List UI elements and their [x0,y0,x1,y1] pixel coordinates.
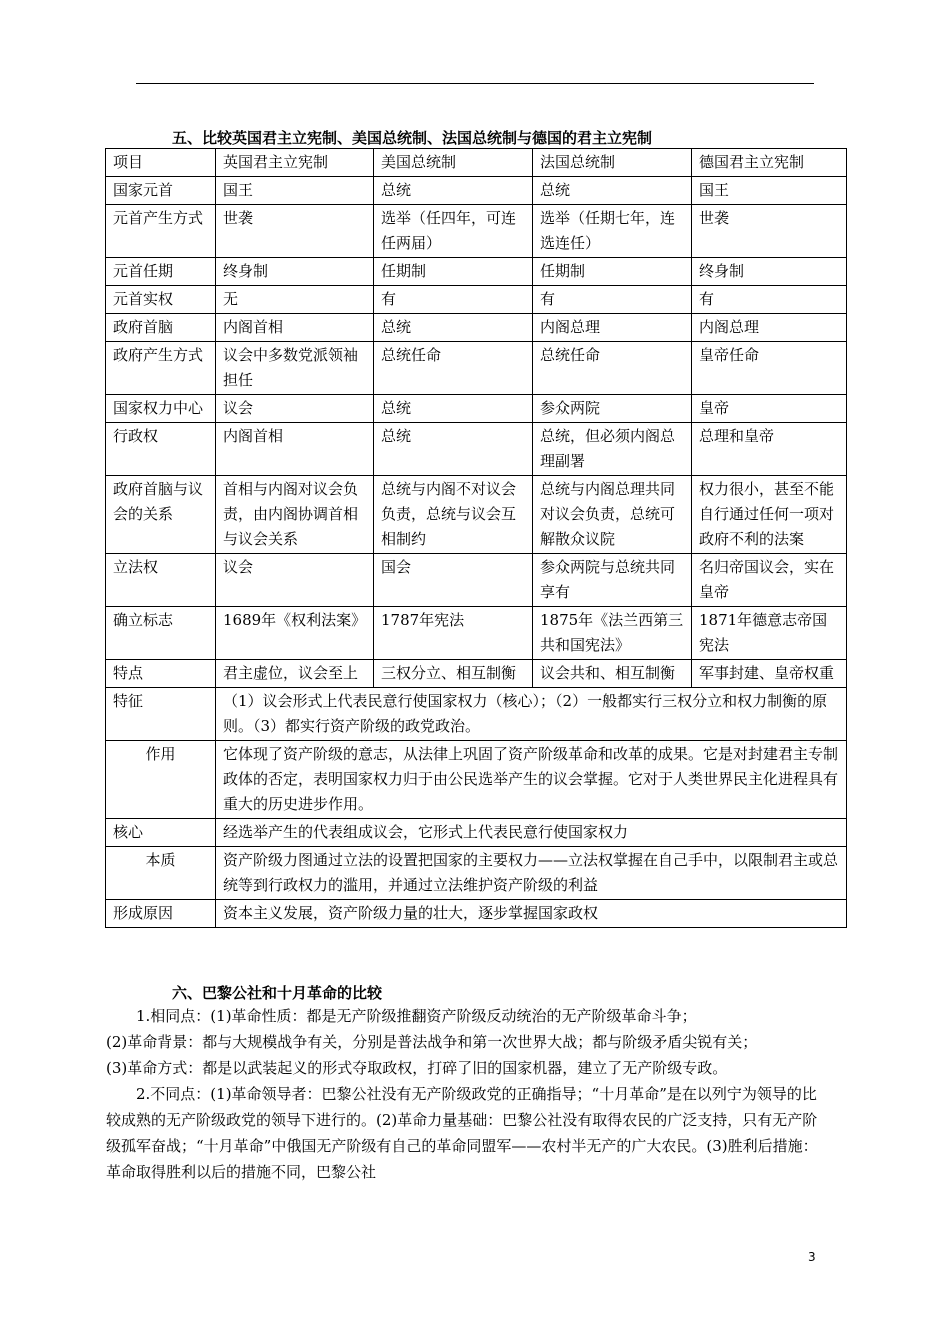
header-cell: 美国总统制 [374,149,533,177]
table-cell: 无 [216,286,374,314]
table-cell: 三权分立、相互制衡 [374,660,533,688]
table-cell: 1871年德意志帝国宪法 [692,607,847,660]
table-cell: 总理和皇帝 [692,423,847,476]
table-cell: 总统与内阁总理共同对议会负责，总统可解散众议院 [533,476,692,554]
table-cell: 国王 [216,177,374,205]
table-cell: 参众两院 [533,395,692,423]
table-cell: 总统 [374,423,533,476]
row-label-cell: 元首产生方式 [106,205,216,258]
table-row [106,607,847,660]
table-cell: 首相与内阁对议会负责，由内阁协调首相与议会关系 [216,476,374,554]
table-cell: 总统，但必须内阁总理副署 [533,423,692,476]
row-label-cell: 国家元首 [106,177,216,205]
row-label-cell: 元首实权 [106,286,216,314]
table-cell: 内阁首相 [216,314,374,342]
table-cell: 总统 [533,177,692,205]
table-cell: 参众两院与总统共同享有 [533,554,692,607]
row-label-cell: 元首任期 [106,258,216,286]
summary-label-cell: 本质 [106,847,216,900]
table-row [106,476,847,554]
table-cell: 议会 [216,554,374,607]
paragraph-differences: 2.不同点：(1)革命领导者：巴黎公社没有无产阶级政党的正确指导；“十月革命”是在以列宁为领导的比较成熟的无产阶级政党的领导下进行的。(2)革命力量基础：巴黎公社没有取得农民的广泛支持，只有无产阶级孤军奋战；“十月革命”中俄国无产阶级有自己的革命同盟军——农村半无产的广大农民。(3)胜利后措施：革命取得胜利以后的措施不同，巴黎公社 [106,1085,818,1181]
summary-label-cell: 核心 [106,819,216,847]
summary-text-cell: 经选举产生的代表组成议会，它形式上代表民意行使国家权力 [216,819,847,847]
table-cell: 总统任命 [374,342,533,395]
table-row [106,660,847,688]
summary-text-cell: 它体现了资产阶级的意志，从法律上巩固了资产阶级革命和改革的成果。它是对封建君主专制政体的否定，表明国家权力归于由公民选举产生的议会掌握。它对于人类世界民主化进程具有重大的历史进步作用。 [216,741,847,819]
row-label-cell: 确立标志 [106,607,216,660]
row-label-cell: 特点 [106,660,216,688]
paragraph-similarity-2: (2)革命背景：都与大规模战争有关，分别是普法战争和第一次世界大战；都与阶级矛盾尖锐有关； [106,1033,758,1051]
table-cell: 有 [533,286,692,314]
table-cell: 总统 [374,314,533,342]
table-cell: 选举（任期七年，连选连任） [533,205,692,258]
table-cell: 名归帝国议会，实在皇帝 [692,554,847,607]
table-cell: 世袭 [216,205,374,258]
table-row [106,205,847,258]
table-cell: 权力很小，甚至不能自行通过任何一项对政府不利的法案 [692,476,847,554]
paragraph-similarity-1: 1.相同点：(1)革命性质：都是无产阶级推翻资产阶级反动统治的无产阶级革命斗争； [136,1007,697,1025]
summary-row [106,847,847,900]
table-cell: 1787年宪法 [374,607,533,660]
header-cell: 项目 [106,149,216,177]
table-row [106,395,847,423]
table-cell: 内阁总理 [533,314,692,342]
table-row [106,258,847,286]
table-cell: 内阁总理 [692,314,847,342]
table-cell: 终身制 [692,258,847,286]
summary-label-cell: 形成原因 [106,900,216,928]
summary-text-cell: 资本主义发展，资产阶级力量的壮大，逐步掌握国家政权 [216,900,847,928]
table-cell: 军事封建、皇帝权重 [692,660,847,688]
table-cell: 议会共和、相互制衡 [533,660,692,688]
comparison-table [105,148,847,928]
table-cell: 皇帝任命 [692,342,847,395]
section-6-title: 六、巴黎公社和十月革命的比较 [172,984,383,1002]
table-cell: 有 [692,286,847,314]
row-label-cell: 政府首脑与议会的关系 [106,476,216,554]
table-cell: 任期制 [533,258,692,286]
table-row [106,554,847,607]
section-5-title: 五、比较英国君主立宪制、美国总统制、法国总统制与德国的君主立宪制 [172,129,653,147]
summary-row [106,819,847,847]
table-cell: 任期制 [374,258,533,286]
table-cell: 总统 [374,177,533,205]
row-label-cell: 国家权力中心 [106,395,216,423]
table-cell: 总统与内阁不对议会负责，总统与议会互相制约 [374,476,533,554]
table-row [106,286,847,314]
table-row [106,314,847,342]
summary-label-cell: 特征 [106,688,216,741]
row-label-cell: 行政权 [106,423,216,476]
table-row [106,177,847,205]
table-cell: 选举（任四年，可连任两届） [374,205,533,258]
table-cell: 国王 [692,177,847,205]
table-cell: 君主虚位，议会至上 [216,660,374,688]
comparison-table-body [106,149,847,928]
row-label-cell: 政府产生方式 [106,342,216,395]
table-header-row [106,149,847,177]
table-cell: 1689年《权利法案》 [216,607,374,660]
summary-row [106,900,847,928]
table-cell: 国会 [374,554,533,607]
table-cell: 总统任命 [533,342,692,395]
summary-text-cell: 资产阶级力图通过立法的设置把国家的主要权力——立法权掌握在自己手中，以限制君主或总统等到行政权力的滥用，并通过立法维护资产阶级的利益 [216,847,847,900]
header-cell: 英国君主立宪制 [216,149,374,177]
table-cell: 有 [374,286,533,314]
summary-row [106,741,847,819]
table-cell: 内阁首相 [216,423,374,476]
table-cell: 议会 [216,395,374,423]
table-cell: 议会中多数党派领袖担任 [216,342,374,395]
summary-row [106,688,847,741]
header-cell: 德国君主立宪制 [692,149,847,177]
table-row [106,423,847,476]
header-rule [136,83,814,84]
table-cell: 世袭 [692,205,847,258]
header-cell: 法国总统制 [533,149,692,177]
summary-text-cell: （1）议会形式上代表民意行使国家权力（核心）；（2）一般都实行三权分立和权力制衡的原则。（3）都实行资产阶级的政党政治。 [216,688,847,741]
table-cell: 总统 [374,395,533,423]
summary-label-cell: 作用 [106,741,216,819]
section-6-body [106,1003,818,1185]
table-row [106,342,847,395]
table-cell: 皇帝 [692,395,847,423]
row-label-cell: 政府首脑 [106,314,216,342]
table-cell: 1875年《法兰西第三共和国宪法》 [533,607,692,660]
row-label-cell: 立法权 [106,554,216,607]
page-number: 3 [808,1250,816,1264]
paragraph-similarity-3: (3)革命方式：都是以武装起义的形式夺取政权，打碎了旧的国家机器，建立了无产阶级专政。 [106,1059,728,1077]
table-cell: 终身制 [216,258,374,286]
